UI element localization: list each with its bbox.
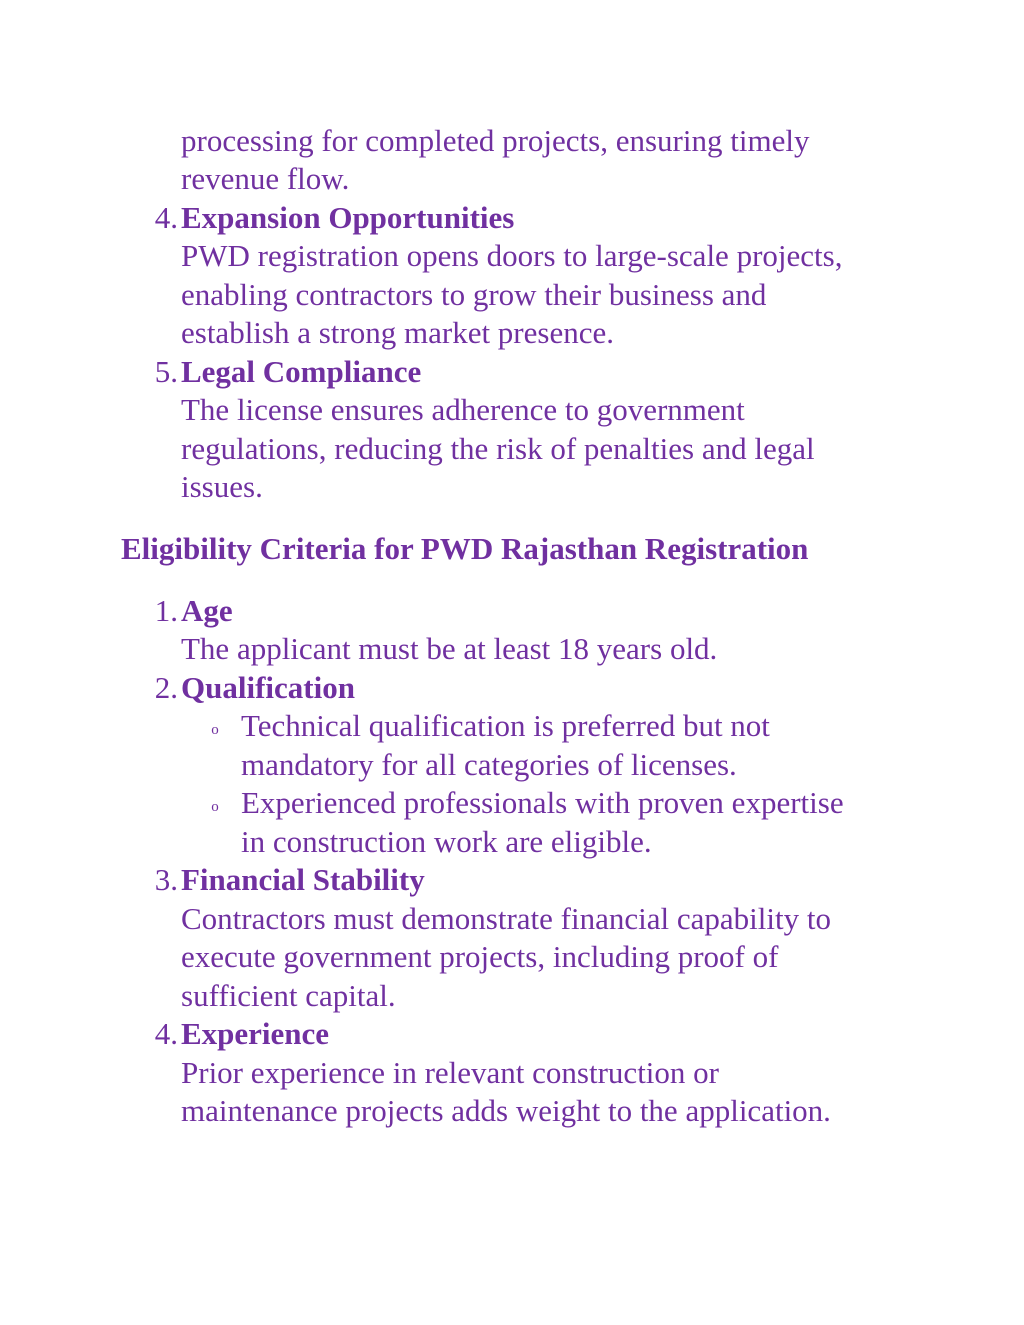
list-item-title: Financial Stability	[181, 862, 425, 897]
list-item-number: 2.	[154, 670, 178, 705]
list-item-text: Prior experience in relevant construction or	[181, 1055, 719, 1090]
bullet-text: Experienced professionals with proven expertise	[241, 785, 844, 820]
list-item-text: establish a strong market presence.	[181, 315, 614, 350]
list-item-number: 1.	[154, 593, 178, 628]
list-item-text: Contractors must demonstrate financial capability to	[181, 901, 831, 936]
list-item-text: The applicant must be at least 18 years old.	[181, 631, 718, 666]
bullet-icon: o	[211, 722, 219, 738]
bullet-text: in construction work are eligible.	[241, 824, 652, 859]
bullet-icon: o	[211, 799, 219, 815]
continuation-line-1: processing for completed projects, ensuring timely	[181, 123, 810, 158]
list-item-text: PWD registration opens doors to large-scale projects,	[181, 238, 843, 273]
list-item-text: The license ensures adherence to government	[181, 392, 745, 427]
list-item-text: enabling contractors to grow their business and	[181, 277, 767, 312]
list-item-text: regulations, reducing the risk of penalties and legal	[181, 431, 815, 466]
section-heading: Eligibility Criteria for PWD Rajasthan Registration	[121, 531, 809, 566]
list-item-number: 4.	[154, 200, 178, 235]
list-item-text: issues.	[181, 469, 263, 504]
list-item-title: Expansion Opportunities	[181, 200, 515, 235]
list-item-text: maintenance projects adds weight to the application.	[181, 1093, 831, 1128]
list-item-number: 4.	[154, 1016, 178, 1051]
list-item-title: Age	[181, 593, 233, 628]
list-item-number: 3.	[154, 862, 178, 897]
list-item-text: execute government projects, including proof of	[181, 939, 779, 974]
list-item-title: Legal Compliance	[181, 354, 422, 389]
list-item-number: 5.	[154, 354, 178, 389]
bullet-text: mandatory for all categories of licenses.	[241, 747, 737, 782]
list-item-title: Qualification	[181, 670, 355, 705]
continuation-line-2: revenue flow.	[181, 161, 350, 196]
list-item-title: Experience	[181, 1016, 330, 1051]
bullet-text: Technical qualification is preferred but not	[241, 708, 770, 743]
list-item-text: sufficient capital.	[181, 978, 396, 1013]
